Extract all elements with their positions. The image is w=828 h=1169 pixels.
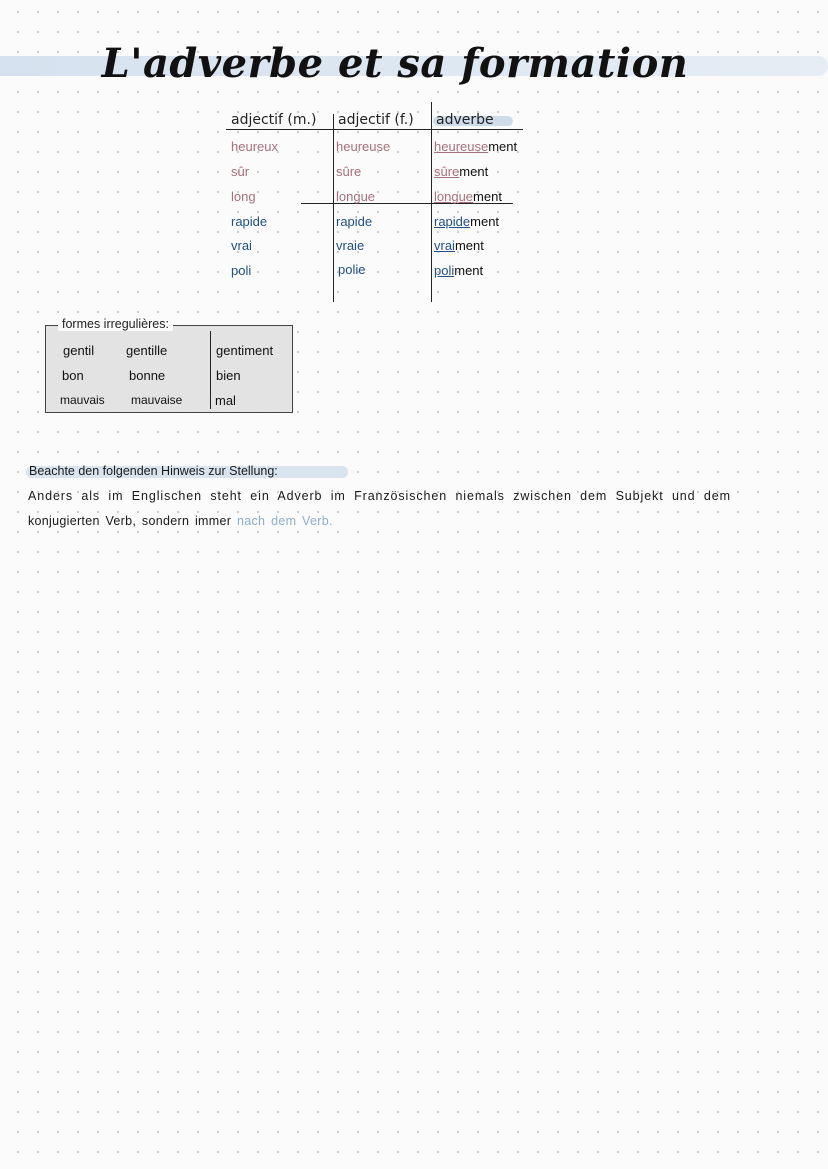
- row-poli-adverb: [434, 263, 483, 278]
- header-adjectif-feminin: adjectif (f.): [338, 112, 414, 128]
- header-underline: [226, 129, 523, 130]
- adverb-suffix: ment: [470, 214, 500, 229]
- row-long-f: longue: [336, 189, 376, 204]
- note-heading: Beachte den folgenden Hinweis zur Stellung:: [29, 464, 278, 478]
- row-rapide-f: rapide: [336, 214, 373, 229]
- row-long-m: long: [231, 189, 256, 204]
- adverb-suffix: ment: [488, 139, 518, 154]
- irregular-mauvais-adverb: mal: [215, 393, 236, 408]
- row-poli-m: poli: [231, 263, 252, 278]
- header-adjectif-masculin: adjectif (m.): [231, 112, 317, 128]
- irregular-gentil-f: gentille: [126, 343, 168, 358]
- column-divider-1: [333, 114, 334, 302]
- note-text-accent: nach dem Verb.: [236, 514, 333, 528]
- header-adverbe: adverbe: [436, 112, 494, 128]
- page-title: L'adverbe et sa formation: [101, 40, 689, 87]
- row-sur-m: sûr: [231, 164, 250, 179]
- adverb-stem: longue: [434, 189, 474, 204]
- row-heureux-adverb: [434, 139, 517, 154]
- column-divider-2: [431, 102, 432, 302]
- row-rapide-adverb: [434, 214, 499, 229]
- adverb-stem: vrai: [434, 238, 455, 253]
- irregular-forms-legend: formes irregulières:: [58, 317, 173, 331]
- adverb-suffix: ment: [459, 164, 489, 179]
- irregular-bon-m: bon: [62, 368, 84, 383]
- adverb-suffix: ment: [454, 263, 484, 278]
- adverb-suffix: ment: [473, 189, 502, 204]
- irregular-gentil-adverb: gentiment: [216, 343, 274, 358]
- row-vrai-f: vraie: [336, 238, 365, 253]
- irregular-bon-f: bonne: [129, 368, 166, 383]
- irregular-column-divider: [210, 331, 211, 409]
- row-long-adverb: [434, 189, 502, 204]
- irregular-gentil-m: gentil: [63, 343, 95, 358]
- note-text-line-2: [28, 514, 333, 528]
- row-poli-f: polie: [338, 262, 366, 277]
- row-sur-adverb: [434, 164, 488, 179]
- row-vrai-adverb: [434, 238, 484, 253]
- irregular-bon-adverb: bien: [216, 368, 241, 383]
- adverb-stem: poli: [434, 263, 455, 278]
- adverb-stem: heureuse: [434, 139, 489, 154]
- row-rapide-m: rapide: [231, 214, 268, 229]
- irregular-mauvais-m: mauvais: [60, 393, 105, 407]
- note-text-line-1: Anders als im Englischen steht ein Adverb im Französischen niemals zwischen dem Subjekt und dem: [28, 489, 731, 503]
- row-vrai-m: vrai: [231, 238, 252, 253]
- row-sur-f: sûre: [336, 164, 362, 179]
- adverb-formation-table: [226, 102, 526, 304]
- irregular-mauvais-f: mauvaise: [131, 393, 183, 407]
- adverb-stem: rapide: [434, 214, 471, 229]
- adverb-stem: sûre: [434, 164, 460, 179]
- row-heureux-m: heureux: [231, 139, 278, 154]
- adverb-suffix: ment: [454, 238, 484, 253]
- note-text-main: konjugierten Verb, sondern immer: [28, 514, 232, 528]
- row-heureux-f: heureuse: [336, 139, 391, 154]
